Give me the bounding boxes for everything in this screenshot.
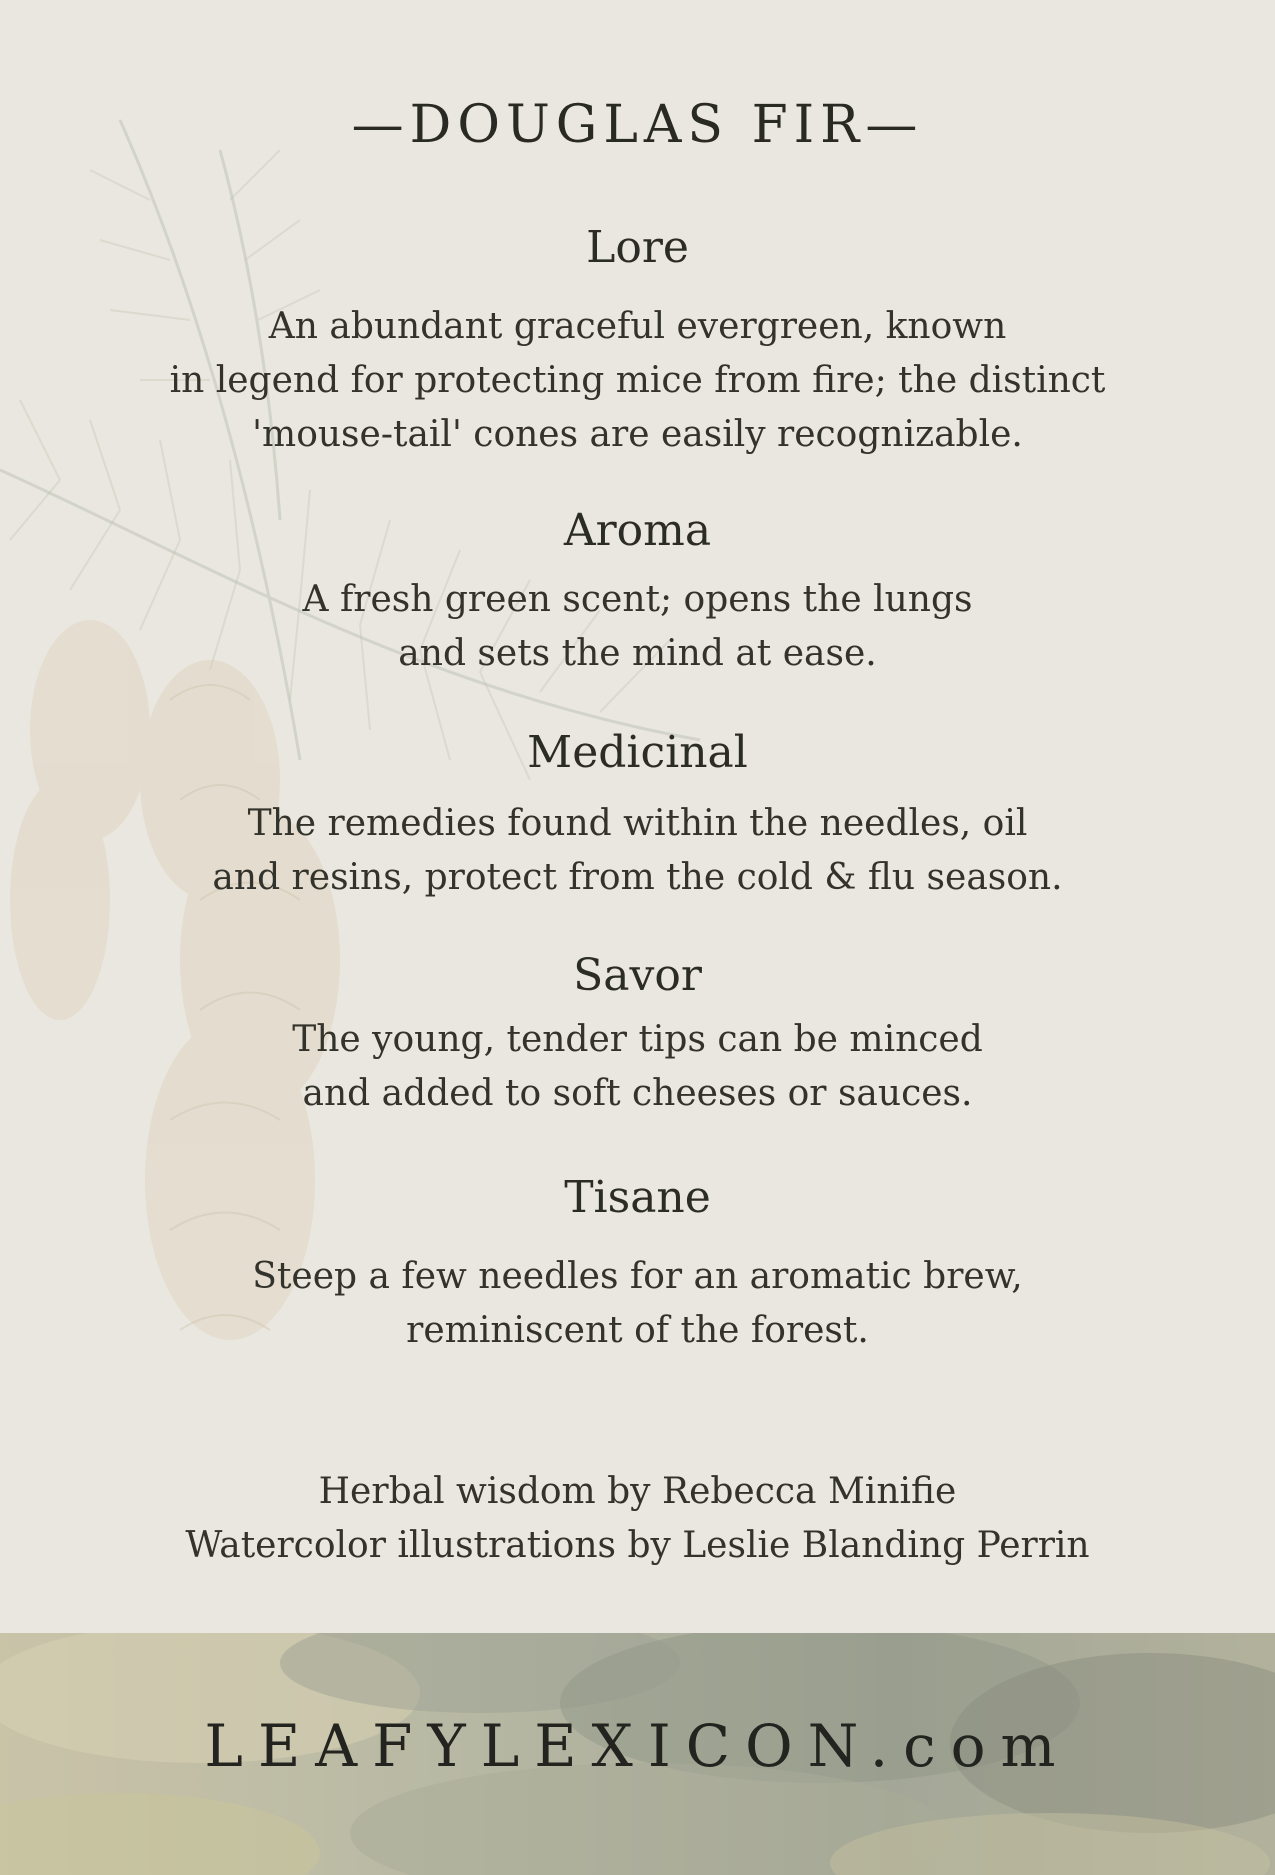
herb-title: —DOUGLAS FIR— [351, 95, 924, 155]
section-body-lore [0, 300, 1275, 462]
tisane-line: reminiscent of the forest. [406, 1310, 869, 1351]
section-body-aroma [0, 573, 1275, 681]
medicinal-line: The remedies found within the needles, oil [247, 803, 1028, 844]
savor-line: The young, tender tips can be minced [292, 1019, 983, 1060]
section-body-tisane [0, 1250, 1275, 1358]
lore-line: 'mouse-tail' cones are easily recognizable. [252, 414, 1023, 455]
section-heading-savor: Savor [573, 950, 702, 1001]
aroma-line: and sets the mind at ease. [398, 633, 877, 674]
section-body-savor [0, 1013, 1275, 1121]
section-heading-medicinal: Medicinal [527, 727, 748, 778]
section-body-medicinal [0, 797, 1275, 905]
credit-herbal-wisdom: Herbal wisdom by Rebecca Minifie [318, 1471, 957, 1512]
aroma-line: A fresh green scent; opens the lungs [302, 579, 973, 620]
savor-line: and added to soft cheeses or sauces. [302, 1073, 973, 1114]
credits [0, 1465, 1275, 1573]
lore-line: An abundant graceful evergreen, known [268, 306, 1007, 347]
section-heading-lore: Lore [586, 222, 689, 273]
medicinal-line: and resins, protect from the cold & flu season. [212, 857, 1063, 898]
lore-line: in legend for protecting mice from fire; the distinct [169, 360, 1106, 401]
site-link[interactable]: LEAFYLEXICON.com [204, 1712, 1071, 1780]
credit-illustrations: Watercolor illustrations by Leslie Blanding Perrin [185, 1525, 1090, 1566]
tisane-line: Steep a few needles for an aromatic brew, [252, 1256, 1023, 1297]
section-heading-aroma: Aroma [563, 505, 712, 556]
section-heading-tisane: Tisane [564, 1172, 711, 1223]
